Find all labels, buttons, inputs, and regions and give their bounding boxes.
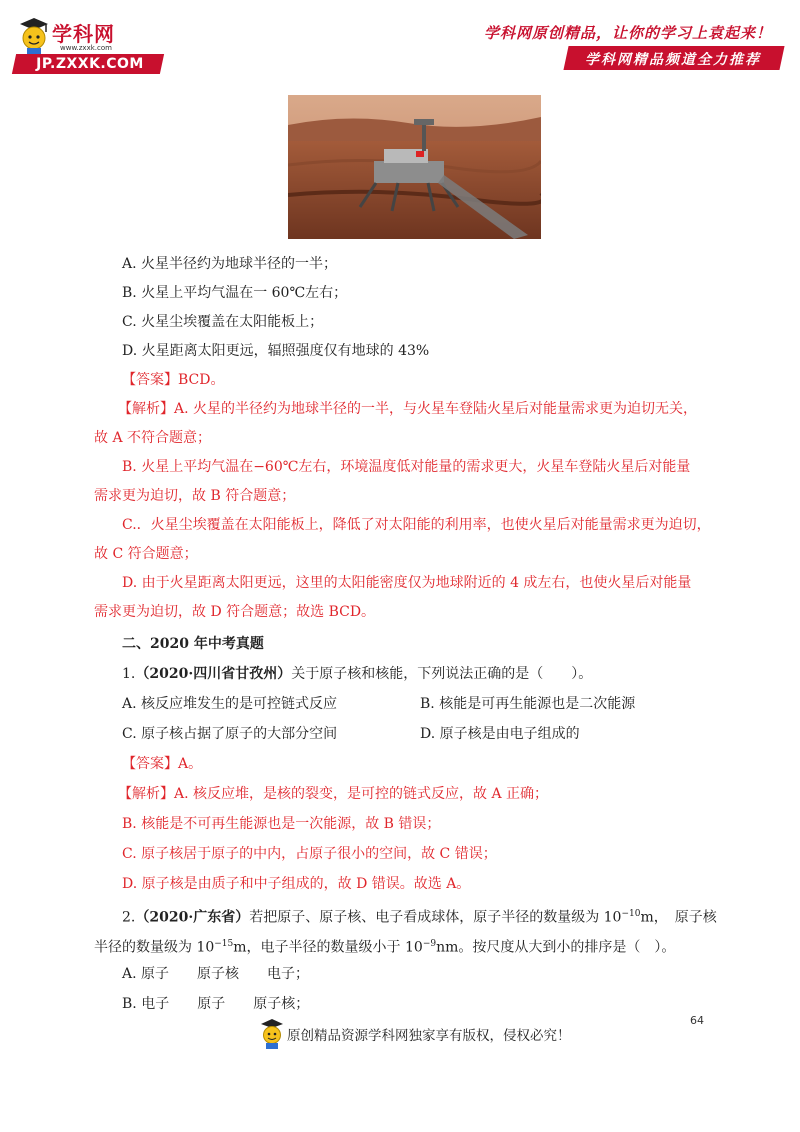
question-text: 关于原子核和核能，下列说法正确的是（ ）。 xyxy=(291,666,593,682)
exponent: −10 xyxy=(621,909,641,919)
q1-analysis-a: 【解析】A. 核反应堆，是核的裂变，是可控的链式反应，故 A 正确； xyxy=(118,786,549,802)
page-header xyxy=(0,0,800,80)
copyright-notice: 原创精品资源学科网独家享有版权，侵权必究！ xyxy=(287,1028,571,1044)
analysis-line: 需求更为迫切，故 B 符合题意； xyxy=(94,488,296,504)
question-1-stem xyxy=(122,664,592,684)
q1-answer: 【答案】A。 xyxy=(122,756,203,772)
question-text: m，电子半径的数量级小于 10 xyxy=(233,939,423,956)
q1-option-c: C. 原子核占据了原子的大部分空间 xyxy=(122,726,338,742)
analysis-line: 【解析】A. 火星的半径约为地球半径的一半，与火星车登陆火星后对能量需求更为迫切无关， xyxy=(118,401,698,417)
q2-option-a: A. 原子 原子核 电子； xyxy=(122,966,310,982)
q1-option-b: B. 核能是可再生能源也是二次能源 xyxy=(420,696,636,712)
question-source: （2020·广东省） xyxy=(135,909,250,926)
q1-option-d: D. 原子核是由电子组成的 xyxy=(420,726,580,742)
channel-banner-text: 学科网精品频道全力推荐 xyxy=(585,52,761,68)
logo-name: 学科网 xyxy=(52,22,115,46)
question-source: （2020·四川省甘孜州） xyxy=(135,666,292,682)
question-number: 1. xyxy=(122,666,136,682)
q1-analysis-d: D. 原子核是由质子和中子组成的，故 D 错误。故选 A。 xyxy=(122,876,471,892)
answer-line: 【答案】BCD。 xyxy=(122,372,225,388)
analysis-line: C.．火星尘埃覆盖在太阳能板上，降低了对太阳能的利用率，也使火星后对能量需求更为迫切， xyxy=(122,517,711,533)
analysis-line: 需求更为迫切，故 D 符合题意；故选 BCD。 xyxy=(94,604,376,620)
question-text: nm。按尺度从大到小的排序是（ ）。 xyxy=(436,939,676,956)
question-2-stem-line2 xyxy=(94,934,675,958)
q2-option-b: B. 电子 原子 原子核； xyxy=(122,996,310,1012)
q-opt-b: B. 火星上平均气温在一 60℃左右； xyxy=(122,285,348,301)
q-opt-a: A. 火星半径约为地球半径的一半； xyxy=(122,256,338,272)
section-heading: 二、2020 年中考真题 xyxy=(122,636,264,652)
analysis-line: D. 由于火星距离太阳更远，这里的太阳能密度仅为地球附近的 4 成左右，也使火星后对能量 xyxy=(122,575,692,591)
analysis-line: 故 A 不符合题意； xyxy=(94,430,212,446)
mascot-icon xyxy=(258,1018,286,1050)
zxxk-logo[interactable] xyxy=(14,14,164,74)
exponent: −15 xyxy=(214,939,234,949)
question-text: 半径的数量级为 10 xyxy=(94,939,215,956)
analysis-line: B. 火星上平均气温在−60℃左右，环境温度低对能量的需求更大，火星车登陆火星后对能量 xyxy=(122,459,691,475)
logo-site: www.zxxk.com xyxy=(60,44,112,52)
analysis-line: 故 C 符合题意； xyxy=(94,546,198,562)
q-opt-c: C. 火星尘埃覆盖在太阳能板上； xyxy=(122,314,324,330)
question-text: m， 原子核 xyxy=(640,909,717,926)
page-number: 64 xyxy=(690,1014,704,1027)
header-slogan: 学科网原创精品，让你的学习上袁起来！ xyxy=(483,24,772,42)
question-number: 2. xyxy=(122,909,136,926)
q1-analysis-b: B. 核能是不可再生能源也是一次能源，故 B 错误； xyxy=(122,816,441,832)
mars-rover-photo xyxy=(288,95,541,239)
q1-option-a: A. 核反应堆发生的是可控链式反应 xyxy=(122,696,338,712)
mascot-icon xyxy=(16,16,52,56)
q-opt-d: D. 火星距离太阳更远，辐照强度仅有地球的 43% xyxy=(122,343,430,359)
exponent: −9 xyxy=(422,939,437,949)
question-text: 若把原子、原子核、电子看成球体，原子半径的数量级为 10 xyxy=(249,909,622,926)
q1-analysis-c: C. 原子核居于原子的中内，占原子很小的空间，故 C 错误； xyxy=(122,846,497,862)
logo-bar-text: JP.ZXXK.COM xyxy=(36,56,144,72)
question-2-stem-line1 xyxy=(122,904,717,928)
